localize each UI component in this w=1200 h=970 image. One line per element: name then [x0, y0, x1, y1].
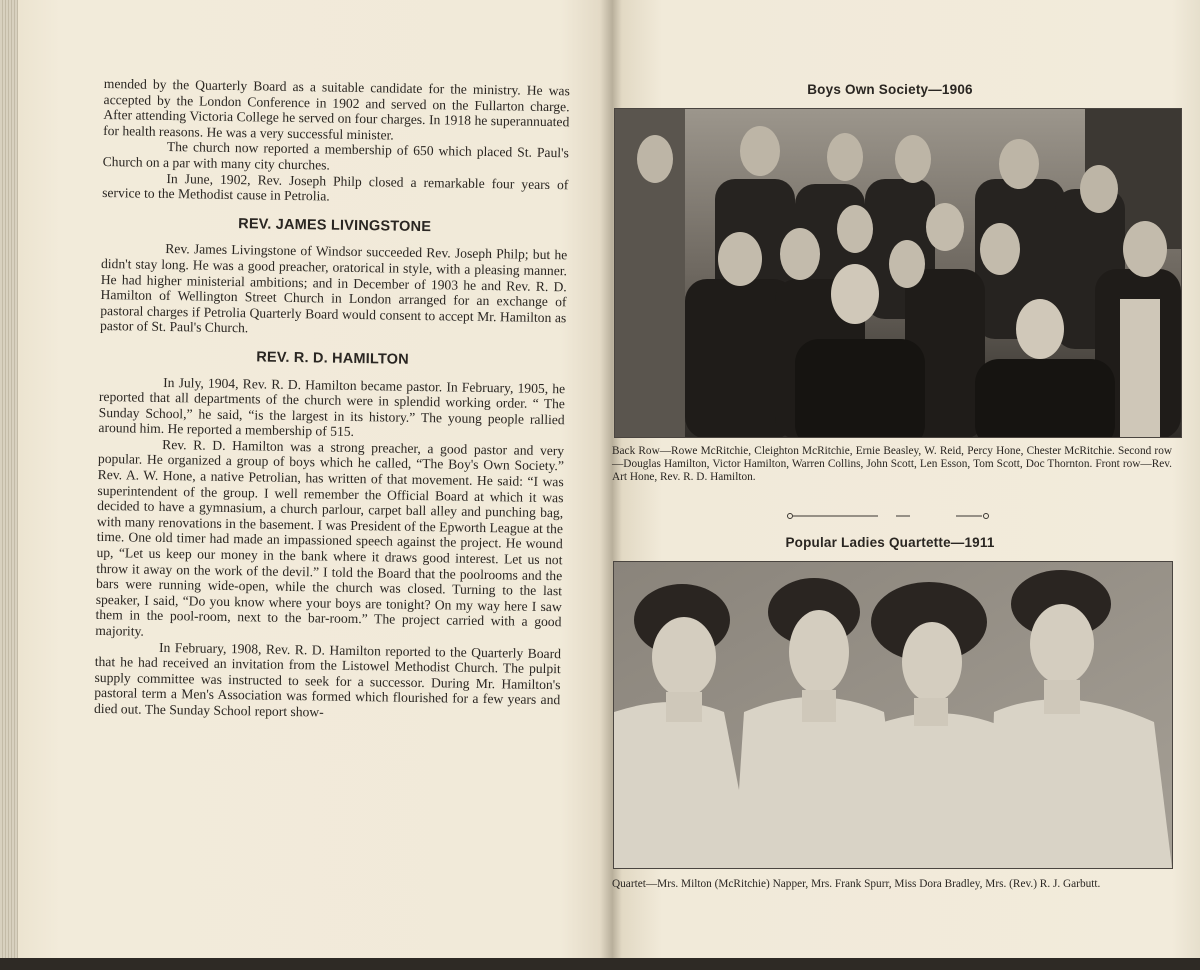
photo-caption-boys-own-society: Back Row—Rowe McRitchie, Cleighton McRitchie, Ernie Beasley, W. Reid, Percy Hone, Chester McRitchie. Second row—Douglas Hamilton, Victor Hamilton, Warren Collins, John Scott, Len Esson, Tom Scott, Doc Thornton. Front row—Rev. Art Hone, Rev. R. D. Hamilton. — [612, 445, 1172, 483]
quartet-photo-image — [614, 562, 1172, 868]
paragraph: Rev. R. D. Hamilton was a strong preacher, a good pastor and very popular. He organized a group of boys which he called, “The Boy's Own Society.” Rev. A. W. Hone, a native Petrolian, has written of that movement. He said: “I was superintendent of the group. I well remember the Official Board at which it was decided to have a gymnasium, a church parlour, carpet ball alley and punching bag, with many renovations in the basement. I was President of the Epworth League at the time. One old timer had made an impassioned speech against the project. He wound up, “Let us keep our money in the bank where it draws good interest. Let us not throw it away on the work of the devil.” I told the Board that the poolrooms and the bars were running wide-open, while the church was closed. Turning to the last speaker, I said, “Do you know where your boys are tonight? On my way here I saw them in the pool-room, next to the bar-room.” The project carried with a good majority. — [95, 436, 565, 639]
paragraph: In June, 1902, Rev. Joseph Philp closed a remarkable four years of service to the Methodist cause in Petrolia. — [102, 170, 569, 204]
paragraph: In February, 1908, Rev. R. D. Hamilton reported to the Quarterly Board that he had received an invitation from the Listowel Methodist Church. The pulpit supply committee was instructed to seek for a successor. During Mr. Hamilton's pastoral term a Men's Association was formed which flourished for a few years and died out. The Sunday School report show- — [93, 639, 562, 720]
ornamental-divider — [786, 511, 992, 521]
paragraph: mended by the Quarterly Board as a suitable candidate for the ministry. He was accepted by the London Conference in 1902 and served on the Fullarton charge. After attending Victoria College he served on four charges. In 1918 he superannuated for health reasons. He was a very successful minister. — [103, 76, 570, 143]
section-heading-livingstone: REV. JAMES LIVINGSTONE — [238, 215, 432, 235]
photo-ladies-quartette — [613, 561, 1173, 869]
book-bottom-edge — [0, 958, 1200, 970]
photo-title-ladies-quartette: Popular Ladies Quartette—1911 — [785, 535, 995, 550]
paragraph: In July, 1904, Rev. R. D. Hamilton became pastor. In February, 1905, he reported that all departments of the church were in splendid working order. “ The Sunday School,” he said, “is the largest in its history.” The young people rallied around him. He reported a membership of 515. — [98, 374, 566, 440]
paragraph: Rev. James Livingstone of Windsor succeeded Rev. Joseph Philp; but he didn't stay long. He was a good preacher, oratorical in style, with a pleasing manner. He had higher ministerial ambitions; and in December of 1903 he and Rev. R. D. Hamilton of Wellington Street Church in London arranged for an exchange of pastoral charges if Petrolia Quarterly Board would consent to accept Mr. Hamilton as pastor of St. Paul's Church. — [99, 241, 568, 336]
photo-boys-own-society — [614, 108, 1182, 438]
page-edge-stack — [0, 0, 18, 960]
photo-title-boys-own-society: Boys Own Society—1906 — [807, 82, 973, 97]
paragraph: The church now reported a membership of 650 which placed St. Paul's Church on a par with many city churches. — [102, 139, 569, 173]
left-text-column — [94, 76, 570, 724]
group-photo-image — [615, 109, 1181, 437]
photo-caption-ladies-quartette: Quartet—Mrs. Milton (McRitchie) Napper, Mrs. Frank Spurr, Miss Dora Bradley, Mrs. (Rev.) R. J. Garbutt. — [612, 878, 1101, 890]
section-heading-hamilton: REV. R. D. HAMILTON — [256, 349, 409, 368]
